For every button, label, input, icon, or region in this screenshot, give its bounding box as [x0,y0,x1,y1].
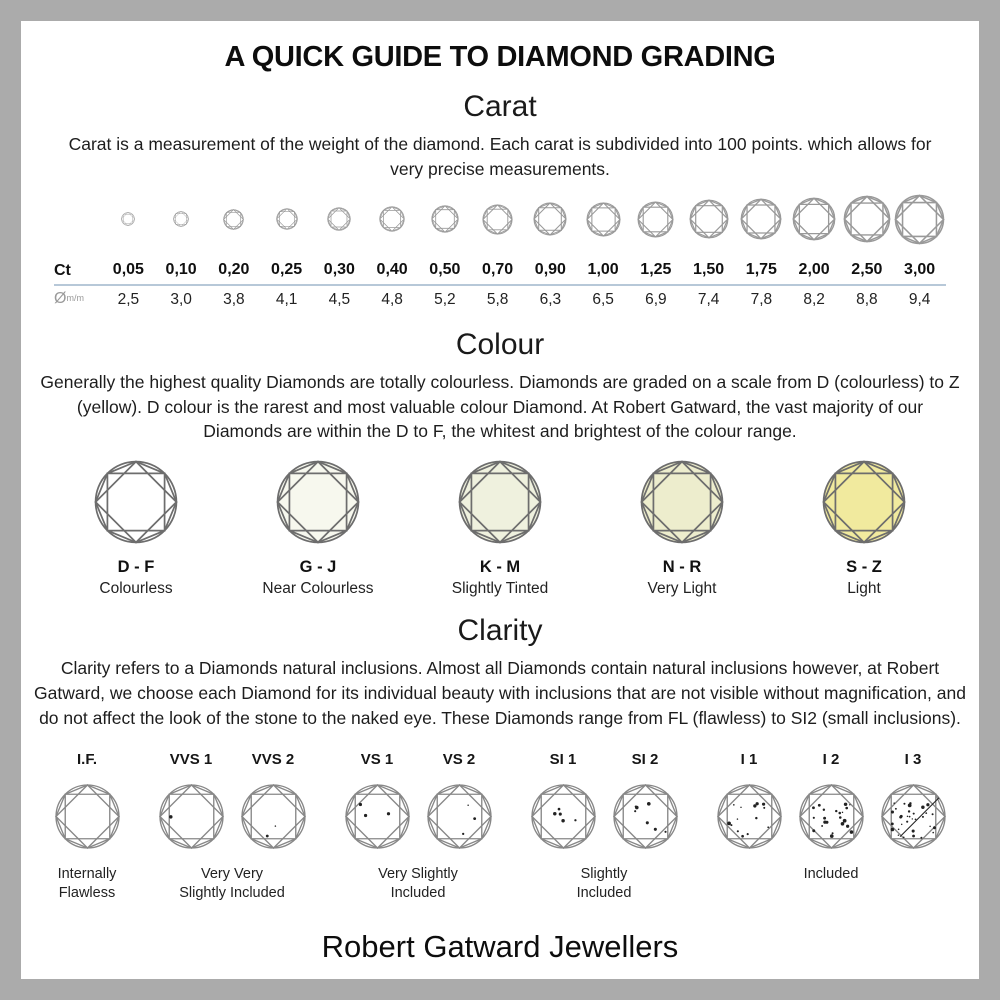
diamond-top-view-icon [276,208,298,235]
colour-grade-column [790,458,938,598]
colour-stone-icon [244,458,392,546]
carat-weight-value: 1,25 [640,260,672,278]
carat-ct-label: Ct [54,261,71,279]
clarity-group-caption [712,865,950,884]
carat-diamond-cell [735,192,788,252]
clarity-stones [526,751,682,851]
carat-diamond-cell [366,192,419,252]
clarity-stone-icon [422,783,496,851]
clarity-grade-row [21,751,979,903]
carat-diameter-value: 5,2 [434,290,456,308]
clarity-group-caption [340,865,496,903]
carat-diamond-cell [471,192,524,252]
clarity-grade-code: VVS 1 [169,750,213,768]
carat-diamond-cell [102,192,155,252]
clarity-grade-code: I 2 [822,750,840,768]
colour-grade-range: N - R [662,558,702,577]
carat-diameter-value: 6,9 [645,290,667,308]
clarity-stone-icon [236,783,310,851]
clarity-grade-code: VS 2 [442,750,476,768]
colour-grade-column [426,458,574,598]
carat-weight-value: 3,00 [904,260,936,278]
diamond-top-view-icon [223,209,244,235]
colour-heading: Colour [455,327,545,361]
carat-weight-value: 0,20 [218,260,250,278]
carat-diamond-cell [893,192,946,252]
clarity-grade-code: I 3 [904,750,922,768]
clarity-heading: Clarity [457,614,543,648]
clarity-stone-column [50,751,124,851]
carat-diamond-cell [524,192,577,252]
clarity-caption-line2: Slightly Included [179,884,285,901]
carat-size-table [54,192,946,312]
carat-diameter-value: 8,2 [803,290,825,308]
clarity-stone-column [526,751,600,851]
carat-weight-value: 0,30 [323,260,355,278]
carat-section [21,74,979,312]
carat-diameter-value: 7,8 [750,290,773,308]
carat-diameter-value: 4,1 [275,290,298,308]
clarity-stone-column [794,751,868,851]
carat-weight-value: 0,05 [112,260,144,278]
diamond-top-view-icon [482,204,513,240]
colour-grade-row [21,458,979,598]
carat-weight-value: 0,40 [376,260,408,278]
clarity-stones [712,751,950,851]
colour-grade-label: Slightly Tinted [451,580,549,598]
carat-weight-value: 1,50 [693,260,725,278]
carat-diamond-cell [630,192,683,252]
clarity-stone-icon [50,783,124,851]
colour-grade-column [62,458,210,598]
carat-diamond-row [54,192,946,252]
clarity-grade-group [526,751,682,903]
diamond-top-view-icon [327,207,351,236]
clarity-stone-column [876,751,950,851]
carat-diameter-value: 3,0 [170,290,192,308]
colour-grade-column [244,458,392,598]
clarity-stone-column [340,751,414,851]
colour-grade-range: K - M [479,558,521,577]
colour-grade-range: D - F [117,558,155,577]
clarity-grade-code: VS 1 [360,750,394,768]
carat-weight-value: 2,50 [851,260,883,278]
colour-grade-label: Very Light [647,580,717,598]
diameter-unit: m/m [66,292,84,303]
carat-diameter-value: 7,4 [697,290,720,308]
carat-weight-value: 0,25 [271,260,303,278]
clarity-grade-code: SI 2 [631,750,659,768]
clarity-grade-group [712,751,950,884]
clarity-stone-icon [794,783,868,851]
clarity-group-caption [154,865,310,903]
clarity-stones [154,751,310,851]
clarity-caption-line2: Included [390,884,446,901]
carat-diameter-value: 6,5 [592,290,614,308]
clarity-stone-icon [876,783,950,851]
carat-diameter-value: 5,8 [486,290,509,308]
colour-grade-column [608,458,756,598]
carat-diameter-label [54,290,102,308]
clarity-grade-group [154,751,310,903]
carat-diamond-cells [102,192,946,252]
clarity-stone-column [236,751,310,851]
carat-weight-value: 1,00 [587,260,619,278]
colour-stone-icon [426,458,574,546]
colour-description: Generally the highest quality Diamonds are totally colourless. Diamonds are graded on a scale from D (colourless) to Z (yellow). D colour is the rarest and most valuable colour Diamond. At Robert Gatward, the vast majority of our Diamonds are within the D to F, the whitest and brightest of the colour range. [40,371,960,442]
clarity-stone-icon [608,783,682,851]
clarity-caption-line2: Flawless [58,884,116,901]
clarity-stone-icon [526,783,600,851]
carat-heading: Carat [463,90,537,123]
carat-description: Carat is a measurement of the weight of the diamond. Each carat is subdivided into 100 points. which allows for very precise measurements. [68,134,932,179]
colour-grade-label: Near Colourless [262,580,374,598]
clarity-grade-code: I.F. [76,750,97,768]
carat-diamond-cell [419,192,472,252]
colour-grade-range: G - J [299,558,337,577]
diamond-top-view-icon [586,202,621,242]
carat-diamond-cell [208,192,261,252]
carat-weight-cells [102,258,946,284]
clarity-grade-code: SI 1 [549,750,577,768]
diamond-top-view-icon [379,206,405,237]
carat-diamond-cell [682,192,735,252]
diamond-top-view-icon [843,195,891,248]
carat-weight-value: 0,90 [534,260,566,278]
carat-diameter-cells [102,286,946,312]
clarity-grade-code: VVS 2 [251,750,295,768]
clarity-stone-column [608,751,682,851]
clarity-caption-line1: Slightly [580,865,628,882]
page-title: A QUICK GUIDE TO DIAMOND GRADING [224,41,776,73]
carat-diamond-cell [313,192,366,252]
diamond-top-view-icon [894,194,945,250]
colour-grade-range: S - Z [846,558,882,577]
diamond-top-view-icon [637,201,674,243]
clarity-group-caption [50,865,124,903]
carat-diameter-value: 6,3 [539,290,562,308]
diamond-top-view-icon [173,211,189,232]
colour-grade-label: Colourless [99,580,173,598]
carat-weight-value: 1,75 [745,260,777,278]
clarity-caption-line1: Included [803,865,859,882]
diamond-top-view-icon [689,199,729,244]
carat-diameter-value: 4,5 [328,290,351,308]
carat-diameter-value: 4,8 [381,290,403,308]
colour-grade-label: Light [847,580,881,598]
clarity-section [21,598,979,903]
carat-diameter-value: 8,8 [856,290,878,308]
colour-section [21,312,979,599]
clarity-description: Clarity refers to a Diamonds natural inclusions. Almost all Diamonds contain natural inclusions however, at Robert Gatward, we choose each Diamond for its individual beauty with inclusions that are not visible without magnification, and do not affect the look of the stone to the naked eye. These Diamonds range from FL (flawless) to SI2 (small inclusions). [34,658,966,728]
colour-stone-icon [608,458,756,546]
carat-diamond-cell [260,192,313,252]
carat-weight-value: 0,50 [429,260,461,278]
clarity-caption-line2: Included [576,884,632,901]
brand-footer: Robert Gatward Jewellers [321,929,679,964]
carat-diameter-row [54,286,946,312]
clarity-stone-column [712,751,786,851]
clarity-stone-icon [712,783,786,851]
diamond-top-view-icon [740,198,782,245]
clarity-caption-line1: Internally [57,865,117,882]
carat-diamond-cell [155,192,208,252]
clarity-stones [50,751,124,851]
clarity-caption-line1: Very Slightly [378,865,458,882]
diamond-top-view-icon [792,197,836,246]
clarity-stone-icon [154,783,228,851]
colour-stone-icon [790,458,938,546]
clarity-stone-icon [340,783,414,851]
clarity-stone-column [422,751,496,851]
carat-weight-row [54,258,946,284]
clarity-group-caption [526,865,682,903]
carat-weight-value: 0,70 [482,260,514,278]
colour-stone-icon [62,458,210,546]
carat-diamond-cell [577,192,630,252]
diamond-top-view-icon [121,212,135,231]
clarity-stones [340,751,496,851]
carat-diamond-cell [788,192,841,252]
carat-diamond-cell [841,192,894,252]
diamond-top-view-icon [431,205,459,238]
carat-weight-value: 0,10 [165,260,197,278]
carat-weight-value: 2,00 [798,260,830,278]
carat-diameter-value: 2,5 [117,290,140,308]
clarity-grade-code: I 1 [740,750,758,768]
infographic-canvas [21,21,979,979]
clarity-caption-line1: Very Very [200,865,264,882]
carat-diameter-value: 9,4 [908,290,931,308]
diamond-top-view-icon [533,202,567,241]
clarity-stone-column [154,751,228,851]
carat-diameter-value: 3,8 [223,290,245,308]
clarity-grade-group [340,751,496,903]
diameter-symbol: Ø [54,289,67,307]
clarity-grade-group [50,751,124,903]
